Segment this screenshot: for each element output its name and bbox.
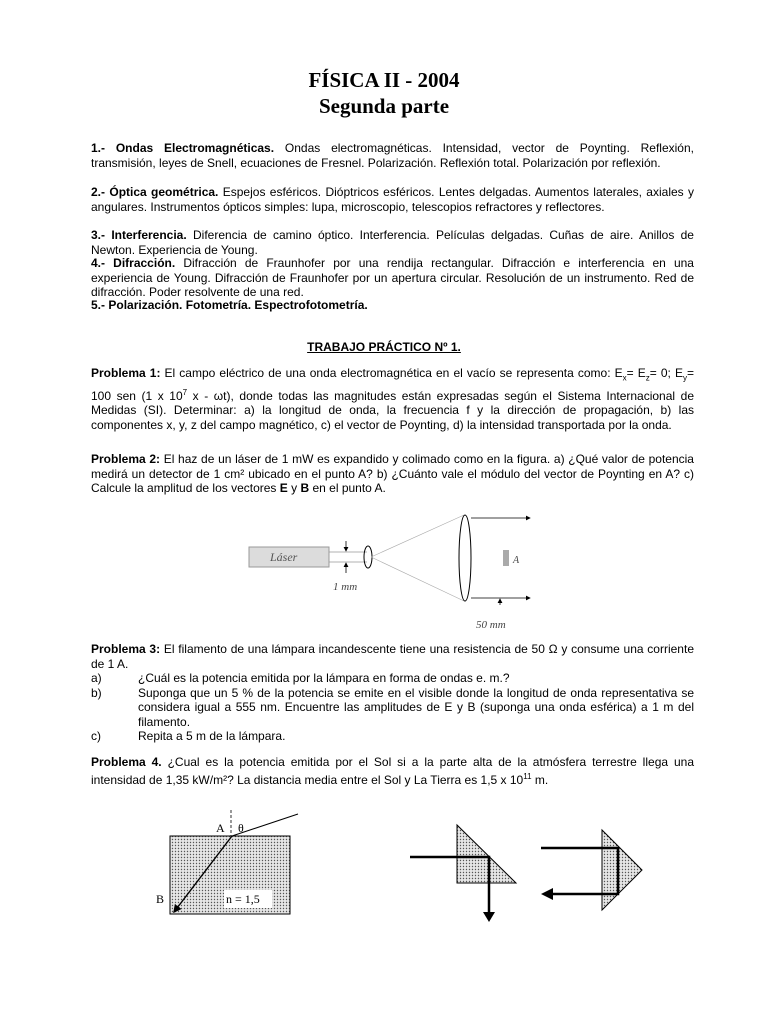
topic-1: 1.- Ondas Electromagnéticas. Ondas electromagnéticas. Intensidad, vector de Poynting. Reflexión, transmisión, leyes de Snell, ecuaciones de Fresnel. Polarización. Reflexión total. Polarización por reflexión. xyxy=(91,141,694,170)
laser-label: Láser xyxy=(270,550,298,564)
problem-2: Problema 2: El haz de un láser de 1 mW es expandido y colimado como en la figura. a) ¿Qué valor de potencia medirá un detector de 1 cm² ubicado en el punto A? b) ¿Cuánto vale el módulo del vector de Poynting en A? c) Calcule la amplitud de los vectores E y B en el punto A. xyxy=(91,452,694,495)
tp-title: TRABAJO PRÁCTICO Nº 1. xyxy=(307,340,461,354)
detector xyxy=(503,550,509,566)
topic-4: 4.- Difracción. Difracción de Fraunhofer por una rendija rectangular. Difracción e interferencia en una experiencia de Young. Difracción de Fraunhofer por un apertura circular. Resolución de un instrumento. Red de difracción. Poder resolvente de una red. xyxy=(91,256,694,299)
theta-label: θ xyxy=(238,821,244,835)
prism-figure xyxy=(405,820,685,930)
point-a-label: A xyxy=(513,555,520,566)
topic-5: 5.- Polarización. Fotometría. Espectrofotometría. xyxy=(91,298,368,312)
small-lens xyxy=(364,546,372,568)
problem-4: Problema 4. ¿Cual es la potencia emitida por el Sol si a la parte alta de la atmósfera terrestre llega una intensidad de 1,35 kW/m²? La distancia media entre el Sol y La Tierra es 1,5 x $10^{11}$ m. xyxy=(91,755,694,787)
laser-expander-figure xyxy=(240,505,540,635)
problem-3: Problema 3: El filamento de una lámpara incandescente tiene una resistencia de 50 Ω y consume una corriente de 1 A. a) ¿Cuál es la potencia emitida por la lámpara en forma de ondas e. m.? b) Suponga que un 5 % de la potencia se emite en el visible donde la longitud de onda representativa se considera igual a 555 nm. Encuentre las amplitudes de E y B (suponga una onda esférica) a 1 m del filamento. c) Repita a 5 m de la lámpara. xyxy=(91,642,694,743)
point-b-label: B xyxy=(156,892,165,906)
refractive-index-label: n = 1,5 xyxy=(226,892,260,906)
left-prism xyxy=(457,825,516,883)
problem-1: Problema 1: El campo eléctrico de una onda electromagnética en el vacío se representa como: $E_x= E_z= 0$; $E_y= 100$ sen (1 x $10^7$ x - ωt), donde todas las magnitudes están expresadas según el Sistema Internacional de Medidas (SI). Determinar: a) la longitud de onda, la frecuencia f y la dirección de propagación, b) las componentes x, y, z del campo magnético, c) el vector de Poynting, d) la intensidad transportada por la onda. xyxy=(91,366,694,432)
small-diameter-label: 1 mm xyxy=(333,581,358,593)
page-title: FÍSICA II - 2004 xyxy=(308,68,460,92)
large-lens xyxy=(459,515,471,601)
point-a-label: A xyxy=(216,821,225,835)
right-prism xyxy=(602,830,642,910)
page-subtitle: Segunda parte xyxy=(318,94,450,118)
large-diameter-label: 50 mm xyxy=(476,619,506,631)
topic-3: 3.- Interferencia. Diferencia de camino óptico. Interferencia. Películas delgadas. Cuñas de aire. Anillos de Newton. Experiencia de Young. xyxy=(91,228,694,257)
topic-2: 2.- Óptica geométrica. Espejos esféricos. Dióptricos esféricos. Lentes delgadas. Aumentos laterales, axiales y angulares. Instrumentos ópticos simples: lupa, microscopio, telescopios refractores y reflectores. xyxy=(91,185,694,214)
refraction-block-figure xyxy=(150,808,310,918)
